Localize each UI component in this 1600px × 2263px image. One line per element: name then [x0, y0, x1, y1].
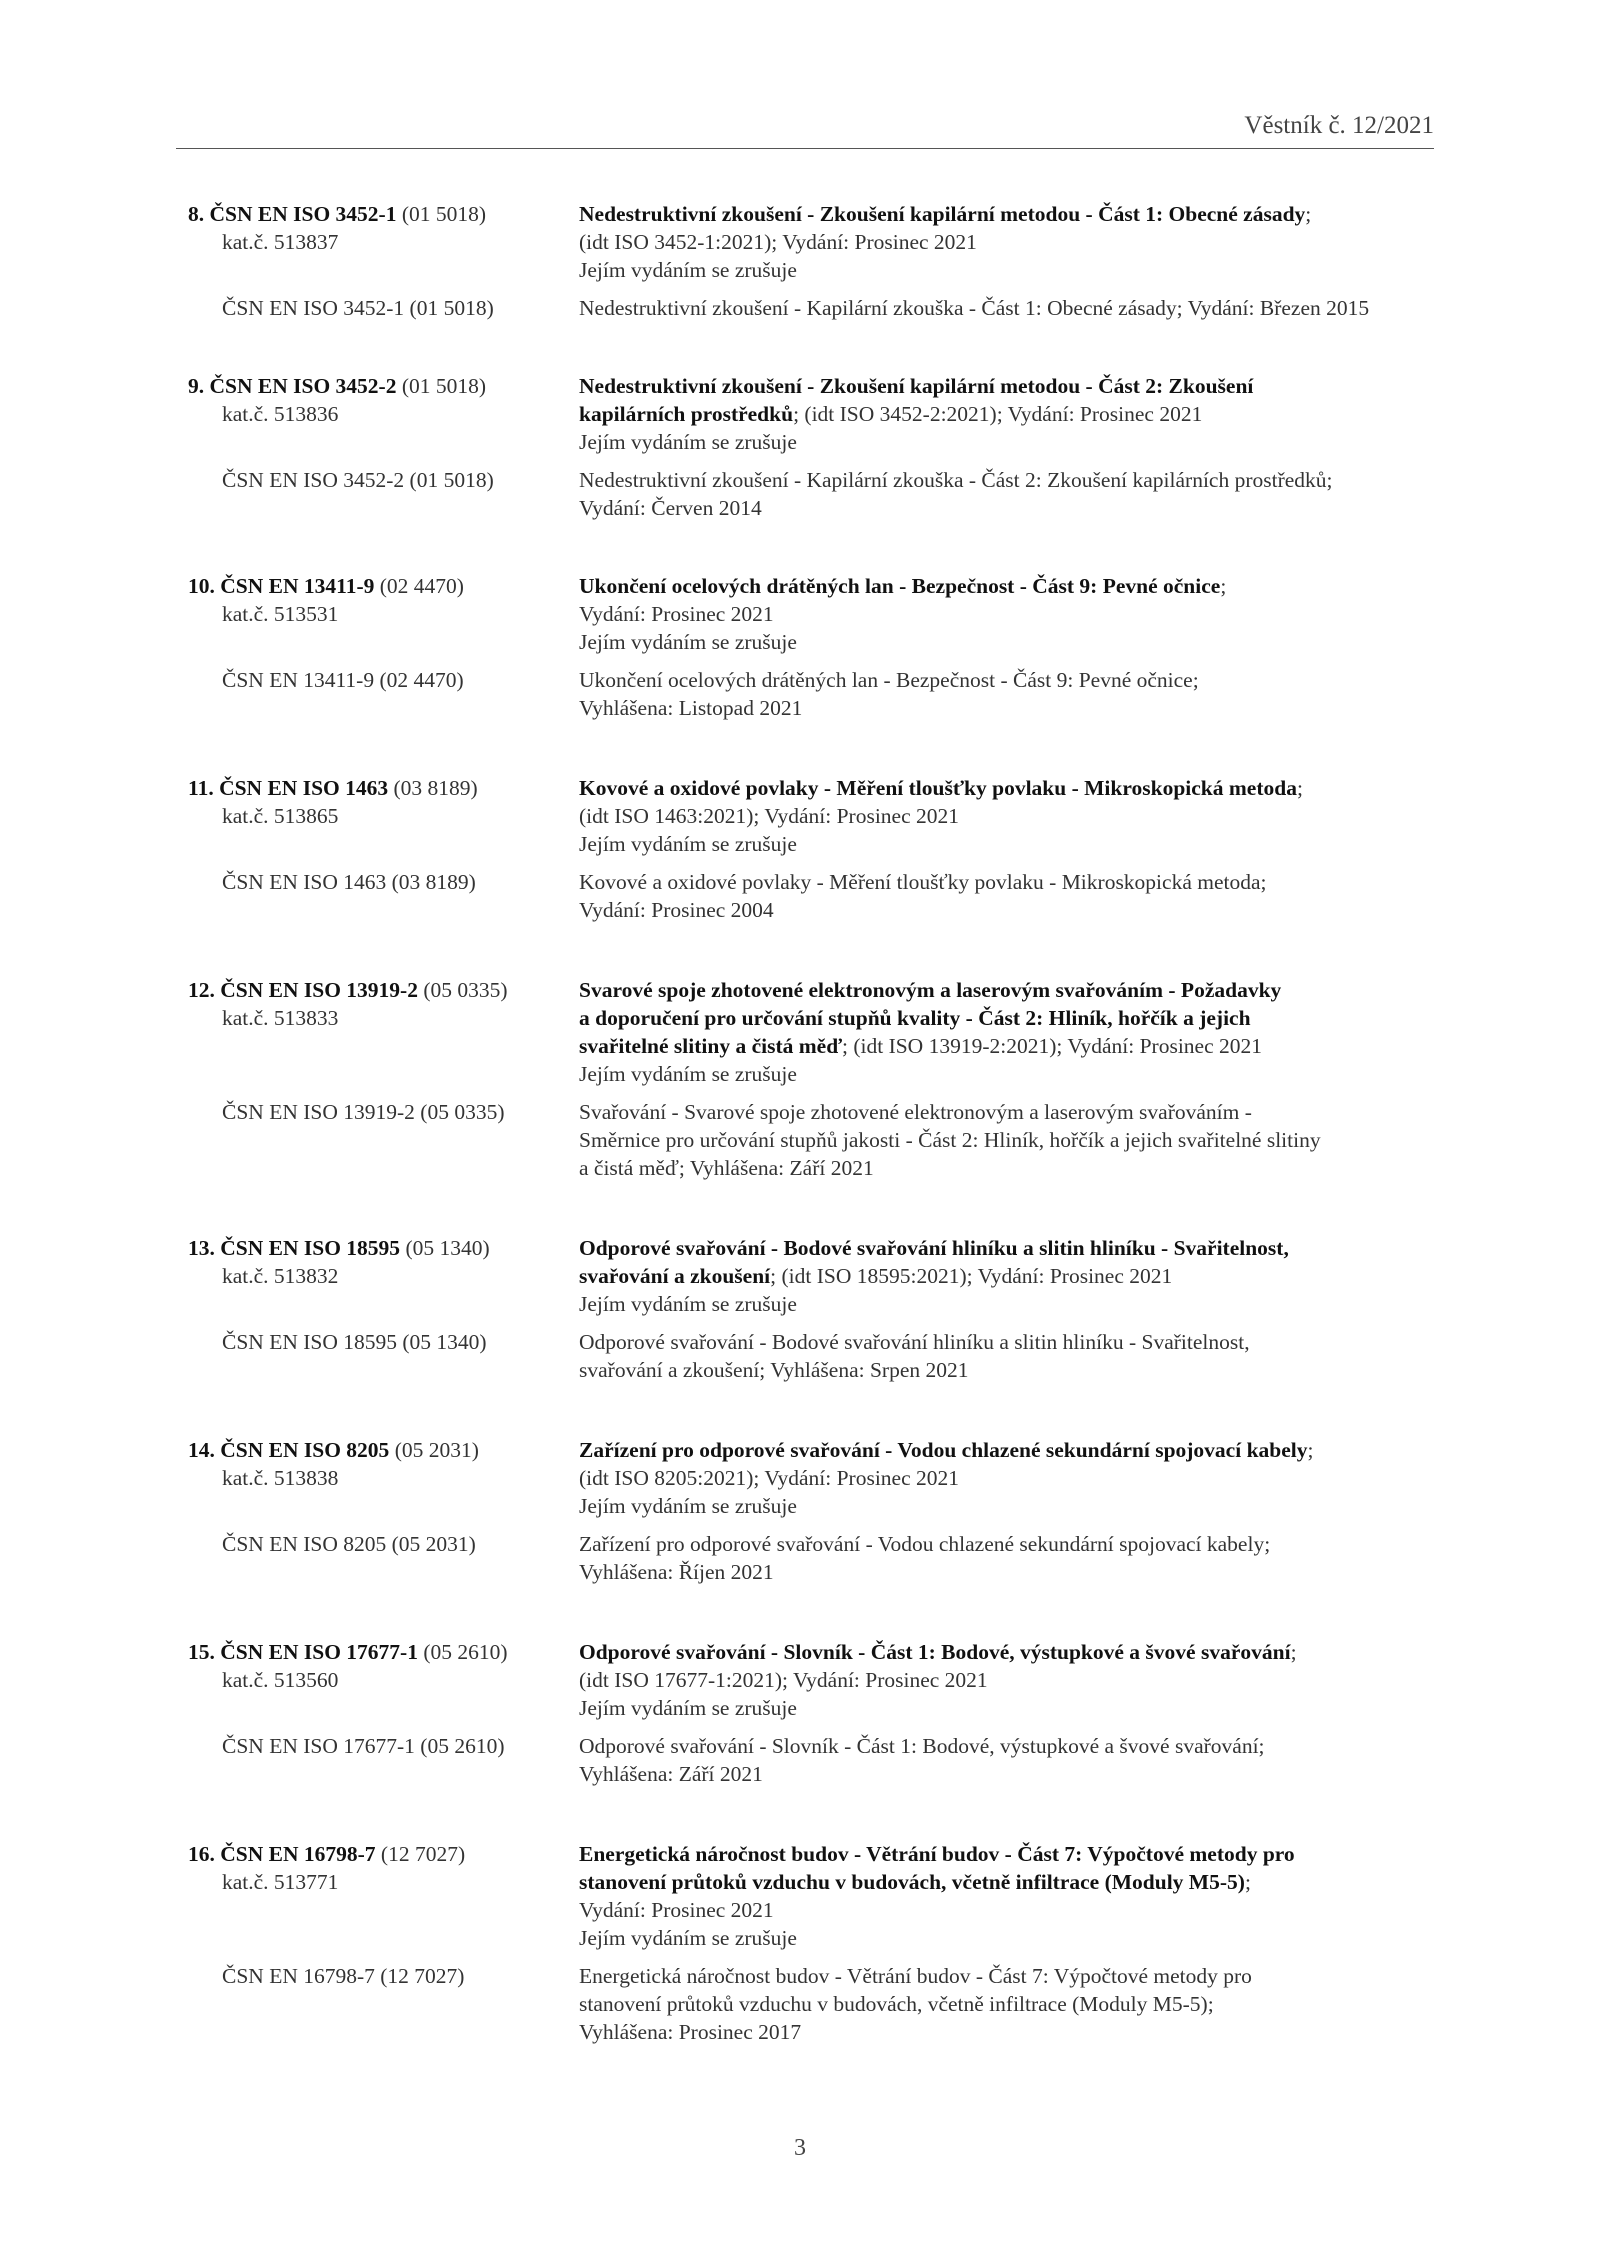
standard-title-line — [579, 1004, 1251, 1032]
classification-code: (01 5018) — [401, 374, 487, 398]
superseded-standard-title: a čistá měď; Vyhlášena: Září 2021 — [579, 1156, 874, 1180]
standard-title-line — [579, 1840, 1295, 1868]
superseded-standard-title: Vyhlášena: Prosinec 2017 — [579, 2020, 802, 2044]
supersedes-note: Jejím vydáním se zrušuje — [579, 832, 797, 856]
catalog-number: kat.č. 513832 — [222, 1264, 339, 1288]
entry-number: 8. — [188, 202, 205, 226]
standard-title-line — [579, 200, 1311, 228]
page-header — [176, 108, 1434, 149]
standard-code: ČSN EN 13411-9 — [220, 574, 375, 598]
superseded-standard-code: ČSN EN ISO 8205 (05 2031) — [222, 1532, 476, 1556]
standard-title-tail: ; (idt ISO 3452-2:2021); Vydání: Prosinec 2021 — [793, 402, 1203, 426]
standard-title-line — [579, 1032, 1262, 1060]
standard-code: ČSN EN ISO 3452-1 — [209, 202, 397, 226]
standard-title: svařování a zkoušení — [579, 1264, 771, 1288]
superseded-standard-title: Odporové svařování - Slovník - Část 1: Bodové, výstupkové a švové svařování; — [579, 1734, 1265, 1758]
standard-title: Energetická náročnost budov - Větrání budov - Část 7: Výpočtové metody pro — [579, 1842, 1295, 1866]
issue-info: Vydání: Prosinec 2021 — [579, 1898, 774, 1922]
standard-title-tail: ; — [1220, 574, 1227, 598]
supersedes-note: Jejím vydáním se zrušuje — [579, 258, 797, 282]
issue-info: Vydání: Prosinec 2021 — [579, 602, 774, 626]
superseded-standard-code: ČSN EN 13411-9 (02 4470) — [222, 668, 464, 692]
superseded-standard-title: Odporové svařování - Bodové svařování hliníku a slitin hliníku - Svařitelnost, — [579, 1330, 1250, 1354]
catalog-number: kat.č. 513531 — [222, 602, 339, 626]
standard-title-tail: ; — [1296, 776, 1303, 800]
standard-designation — [188, 372, 486, 400]
standard-title-line — [579, 1234, 1289, 1262]
superseded-standard-title: Nedestruktivní zkoušení - Kapilární zkouška - Část 2: Zkoušení kapilárních prostředků; — [579, 468, 1333, 492]
superseded-standard-code: ČSN EN ISO 3452-1 (01 5018) — [222, 296, 494, 320]
classification-code: (05 2031) — [394, 1438, 479, 1462]
standard-title: Odporové svařování - Slovník - Část 1: Bodové, výstupkové a švové svařování — [579, 1640, 1291, 1664]
standard-title: svařitelné slitiny a čistá měď — [579, 1034, 842, 1058]
classification-code: (01 5018) — [401, 202, 487, 226]
standard-title: a doporučení pro určování stupňů kvality - Část 2: Hliník, hořčík a jejich — [579, 1006, 1251, 1030]
standard-title-line — [579, 572, 1226, 600]
superseded-standard-title: Svařování - Svarové spoje zhotovené elektronovým a laserovým svařováním - — [579, 1100, 1252, 1124]
standard-title-line — [579, 1638, 1297, 1666]
standard-designation — [188, 1638, 508, 1666]
superseded-standard-code: ČSN EN ISO 1463 (03 8189) — [222, 870, 476, 894]
standard-title-tail: ; — [1290, 1640, 1297, 1664]
classification-code: (05 1340) — [405, 1236, 490, 1260]
superseded-standard-title: Vyhlášena: Říjen 2021 — [579, 1560, 774, 1584]
superseded-standard-title: Energetická náročnost budov - Větrání budov - Část 7: Výpočtové metody pro — [579, 1964, 1252, 1988]
standard-title-line — [579, 372, 1253, 400]
superseded-standard-title: Vyhlášena: Listopad 2021 — [579, 696, 803, 720]
standard-title-line — [579, 1262, 1172, 1290]
standard-code: ČSN EN ISO 13919-2 — [220, 978, 418, 1002]
standard-designation — [188, 572, 464, 600]
supersedes-note: Jejím vydáním se zrušuje — [579, 1292, 797, 1316]
standard-title: stanovení průtoků vzduchu v budovách, včetně infiltrace (Moduly M5-5) — [579, 1870, 1245, 1894]
catalog-number: kat.č. 513837 — [222, 230, 339, 254]
standard-title: Nedestruktivní zkoušení - Zkoušení kapilární metodou - Část 1: Obecné zásady — [579, 202, 1306, 226]
standard-code: ČSN EN ISO 3452-2 — [209, 374, 397, 398]
supersedes-note: Jejím vydáním se zrušuje — [579, 1062, 797, 1086]
standard-title: Nedestruktivní zkoušení - Zkoušení kapilární metodou - Část 2: Zkoušení — [579, 374, 1254, 398]
entry-number: 12. — [188, 978, 215, 1002]
issue-info: (idt ISO 1463:2021); Vydání: Prosinec 2021 — [579, 804, 960, 828]
superseded-standard-code: ČSN EN 16798-7 (12 7027) — [222, 1964, 465, 1988]
superseded-standard-title: Nedestruktivní zkoušení - Kapilární zkouška - Část 1: Obecné zásady; Vydání: Březen 2015 — [579, 296, 1370, 320]
issue-info: (idt ISO 3452-1:2021); Vydání: Prosinec 2021 — [579, 230, 977, 254]
standard-code: ČSN EN ISO 8205 — [220, 1438, 390, 1462]
page-number: 3 — [794, 2135, 806, 2161]
standard-code: ČSN EN ISO 17677-1 — [220, 1640, 418, 1664]
entry-number: 14. — [188, 1438, 215, 1462]
standard-title-tail: ; — [1244, 1870, 1251, 1894]
standard-designation — [188, 200, 486, 228]
superseded-standard-title: Směrnice pro určování stupňů jakosti - Část 2: Hliník, hořčík a jejich svařitelné slitiny — [579, 1128, 1321, 1152]
superseded-standard-code: ČSN EN ISO 3452-2 (01 5018) — [222, 468, 494, 492]
standard-title: kapilárních prostředků — [579, 402, 794, 426]
superseded-standard-title: Zařízení pro odporové svařování - Vodou chlazené sekundární spojovací kabely; — [579, 1532, 1271, 1556]
entry-number: 11. — [188, 776, 214, 800]
supersedes-note: Jejím vydáním se zrušuje — [579, 1494, 797, 1518]
standard-designation — [188, 976, 508, 1004]
supersedes-note: Jejím vydáním se zrušuje — [579, 630, 797, 654]
entry-number: 10. — [188, 574, 215, 598]
superseded-standard-title: Vydání: Červen 2014 — [579, 496, 762, 520]
superseded-standard-title: svařování a zkoušení; Vyhlášena: Srpen 2021 — [579, 1358, 969, 1382]
entry-number: 16. — [188, 1842, 215, 1866]
standard-title-line — [579, 1868, 1251, 1896]
classification-code: (02 4470) — [379, 574, 464, 598]
standard-code: ČSN EN ISO 18595 — [220, 1236, 401, 1260]
standard-title: Svarové spoje zhotovené elektronovým a laserovým svařováním - Požadavky — [579, 978, 1282, 1002]
supersedes-note: Jejím vydáním se zrušuje — [579, 1926, 797, 1950]
superseded-standard-title: Ukončení ocelových drátěných lan - Bezpečnost - Část 9: Pevné očnice; — [579, 668, 1199, 692]
standard-title: Kovové a oxidové povlaky - Měření tloušťky povlaku - Mikroskopická metoda — [579, 776, 1297, 800]
entry-number: 15. — [188, 1640, 215, 1664]
supersedes-note: Jejím vydáním se zrušuje — [579, 430, 797, 454]
classification-code: (05 2610) — [423, 1640, 508, 1664]
catalog-number: kat.č. 513838 — [222, 1466, 339, 1490]
journal-title: Věstník č. 12/2021 — [1244, 112, 1434, 139]
superseded-standard-title: Vyhlášena: Září 2021 — [579, 1762, 763, 1786]
superseded-standard-code: ČSN EN ISO 18595 (05 1340) — [222, 1330, 487, 1354]
catalog-number: kat.č. 513560 — [222, 1668, 339, 1692]
standard-designation — [188, 1234, 490, 1262]
standard-title: Ukončení ocelových drátěných lan - Bezpečnost - Část 9: Pevné očnice — [579, 574, 1221, 598]
standard-designation — [188, 1840, 465, 1868]
superseded-standard-title: Vydání: Prosinec 2004 — [579, 898, 774, 922]
standard-title-tail: ; (idt ISO 18595:2021); Vydání: Prosinec 2021 — [770, 1264, 1173, 1288]
classification-code: (05 0335) — [423, 978, 508, 1002]
catalog-number: kat.č. 513865 — [222, 804, 339, 828]
standard-title-tail: ; (idt ISO 13919-2:2021); Vydání: Prosinec 2021 — [841, 1034, 1263, 1058]
superseded-standard-title: stanovení průtoků vzduchu v budovách, včetně infiltrace (Moduly M5-5); — [579, 1992, 1214, 2016]
standard-code: ČSN EN ISO 1463 — [219, 776, 389, 800]
catalog-number: kat.č. 513771 — [222, 1870, 339, 1894]
catalog-number: kat.č. 513833 — [222, 1006, 339, 1030]
issue-info: (idt ISO 8205:2021); Vydání: Prosinec 2021 — [579, 1466, 960, 1490]
superseded-standard-code: ČSN EN ISO 13919-2 (05 0335) — [222, 1100, 505, 1124]
standard-title: Odporové svařování - Bodové svařování hliníku a slitin hliníku - Svařitelnost, — [579, 1236, 1289, 1260]
supersedes-note: Jejím vydáním se zrušuje — [579, 1696, 797, 1720]
superseded-standard-code: ČSN EN ISO 17677-1 (05 2610) — [222, 1734, 505, 1758]
standard-title-line — [579, 976, 1281, 1004]
classification-code: (12 7027) — [380, 1842, 466, 1866]
catalog-number: kat.č. 513836 — [222, 402, 339, 426]
entry-number: 13. — [188, 1236, 215, 1260]
classification-code: (03 8189) — [393, 776, 478, 800]
standard-code: ČSN EN 16798-7 — [220, 1842, 376, 1866]
standard-title-tail: ; — [1307, 1438, 1314, 1462]
standard-title-line — [579, 774, 1303, 802]
entry-number: 9. — [188, 374, 205, 398]
superseded-standard-title: Kovové a oxidové povlaky - Měření tloušťky povlaku - Mikroskopická metoda; — [579, 870, 1267, 894]
standard-designation — [188, 774, 478, 802]
standard-title: Zařízení pro odporové svařování - Vodou chlazené sekundární spojovací kabely — [579, 1438, 1308, 1462]
standard-title-line — [579, 400, 1202, 428]
standard-title-tail: ; — [1305, 202, 1312, 226]
standard-title-line — [579, 1436, 1314, 1464]
standard-designation — [188, 1436, 479, 1464]
issue-info: (idt ISO 17677-1:2021); Vydání: Prosinec 2021 — [579, 1668, 988, 1692]
